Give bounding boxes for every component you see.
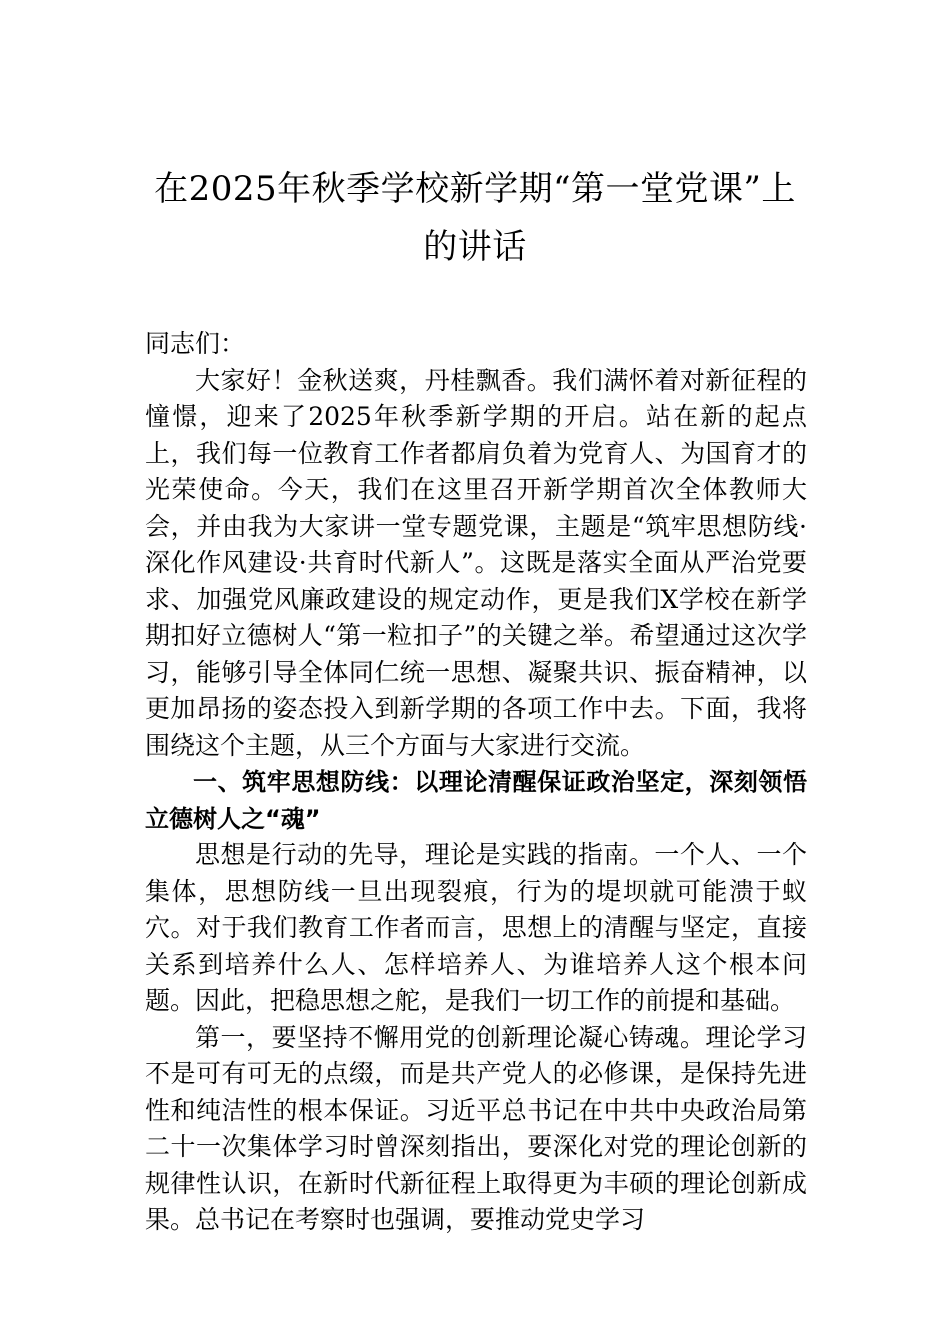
paragraph-first-point: 第一，要坚持不懈用党的创新理论凝心铸魂。理论学习不是可有可无的点缀，而是共产党人的必修课，是保持先进性和纯洁性的根本保证。习近平总书记在中共中央政治局第二十一次集体学习时曾深刻指出，要深化对党的理论创新的规律性认识，在新时代新征程上取得更为丰硕的理论创新成果。总书记在考察时也强调，要推动党史学习 — [145, 1022, 807, 1234]
document-title: 在2025年秋季学校新学期“第一堂党课”上的讲话 — [154, 169, 796, 267]
document-body — [145, 326, 807, 1239]
paragraph-section-1-intro: 思想是行动的先导，理论是实践的指南。一个人、一个集体，思想防线一旦出现裂痕，行为的堤坝就可能溃于蚁穴。对于我们教育工作者而言，思想上的清醒与坚定，直接关系到培养什么人、怎样培养人、为谁培养人这个根本问题。因此，把稳思想之舵，是我们一切工作的前提和基础。 — [145, 840, 807, 1015]
salutation: 同志们： — [145, 329, 246, 358]
section-heading-1: 一、筑牢思想防线：以理论清醒保证政治坚定，深刻领悟立德树人之“魂” — [145, 768, 807, 833]
paragraph-intro: 大家好！金秋送爽，丹桂飘香。我们满怀着对新征程的憧憬，迎来了2025年秋季新学期的开启。站在新的起点上，我们每一位教育工作者都肩负着为党育人、为国育才的光荣使命。今天，我们在这里召开新学期首次全体教师大会，并由我为大家讲一堂专题党课，主题是“筑牢思想防线·深化作风建设·共育时代新人”。这既是落实全面从严治党要求、加强党风廉政建设的规定动作，更是我们X学校在新学期扣好立德树人“第一粒扣子”的关键之举。希望通过这次学习，能够引导全体同仁统一思想、凝聚共识、振奋精神，以更加昂扬的姿态投入到新学期的各项工作中去。下面，我将围绕这个主题，从三个方面与大家进行交流。 — [145, 365, 807, 760]
